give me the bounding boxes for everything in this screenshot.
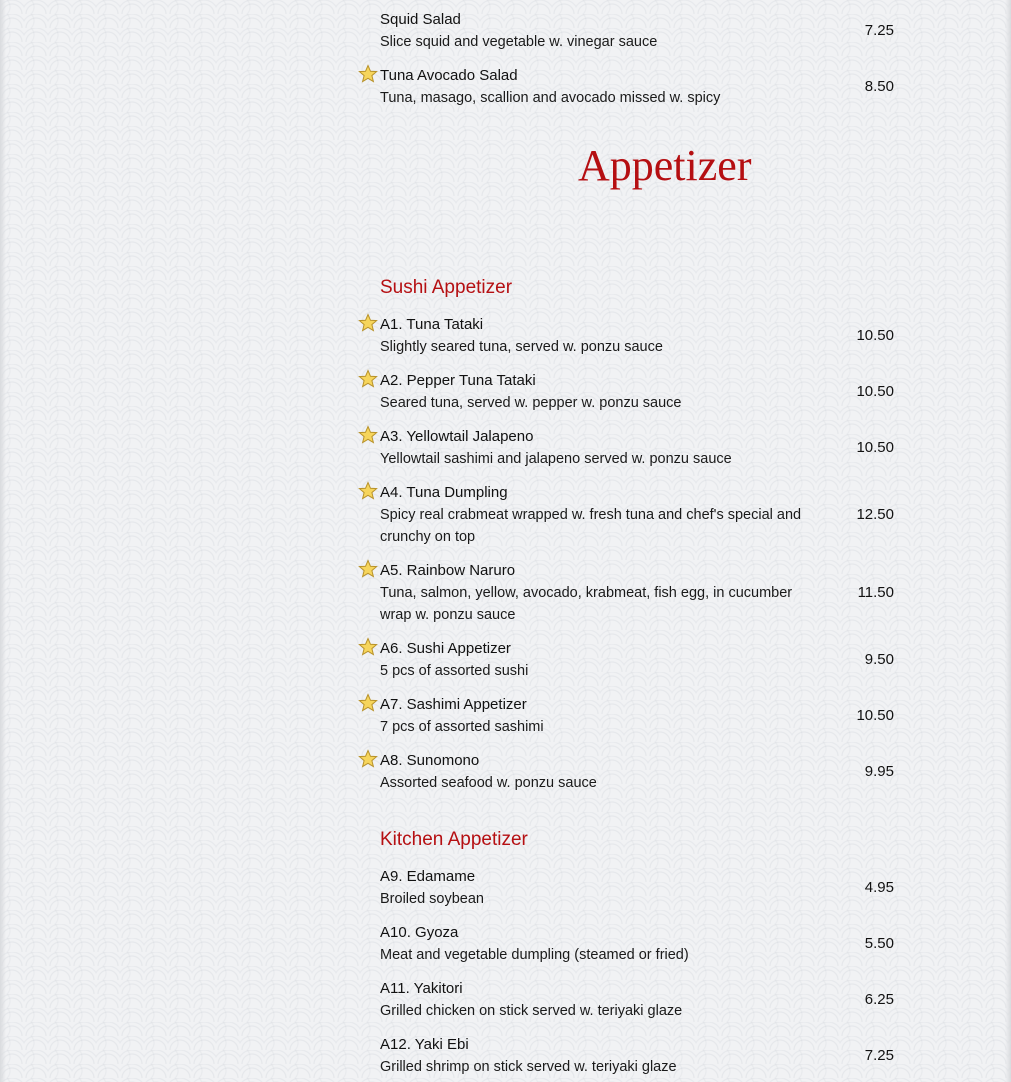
item-name: A9. Edamame xyxy=(380,868,476,885)
item-price: 11.50 xyxy=(857,584,894,601)
star-icon xyxy=(358,369,378,389)
section-title-kitchen-appetizer: Kitchen Appetizer xyxy=(380,829,528,850)
menu-item xyxy=(358,979,898,1035)
menu-item xyxy=(358,1035,898,1081)
menu-item xyxy=(358,561,898,639)
item-description: Broiled soybean xyxy=(380,891,484,907)
menu-item-squid-salad xyxy=(358,10,898,66)
item-name: Tuna Avocado Salad xyxy=(380,67,518,84)
page-heading: Appetizer xyxy=(578,141,752,190)
star-icon xyxy=(358,313,378,333)
item-name: A7. Sashimi Appetizer xyxy=(380,696,527,713)
item-price: 8.50 xyxy=(864,78,894,95)
item-name: A11. Yakitori xyxy=(380,980,463,997)
item-description: Tuna, masago, scallion and avocado missed w. spicy xyxy=(380,90,721,106)
star-icon xyxy=(358,425,378,445)
item-name: A12. Yaki Ebi xyxy=(380,1036,469,1053)
item-description: Spicy real crabmeat wrapped w. fresh tuna and chef's special and crunchy on top xyxy=(380,507,802,545)
item-name: A1. Tuna Tataki xyxy=(380,316,484,333)
item-name: A6. Sushi Appetizer xyxy=(380,640,511,657)
item-price: 7.25 xyxy=(864,1047,894,1064)
menu-item xyxy=(358,867,898,923)
item-price: 10.50 xyxy=(856,327,894,344)
star-icon xyxy=(358,64,378,84)
item-description: Assorted seafood w. ponzu sauce xyxy=(380,775,597,791)
item-price: 9.95 xyxy=(864,763,894,780)
item-description: Grilled chicken on stick served w. teriyaki glaze xyxy=(380,1003,683,1019)
item-price: 10.50 xyxy=(856,383,894,400)
star-icon xyxy=(358,481,378,501)
item-price: 7.25 xyxy=(864,22,894,39)
menu-item xyxy=(358,751,898,807)
item-name: A8. Sunomono xyxy=(380,752,480,769)
item-name: A4. Tuna Dumpling xyxy=(380,484,508,501)
item-name: A5. Rainbow Naruro xyxy=(380,562,516,579)
section-title-sushi-appetizer: Sushi Appetizer xyxy=(380,277,513,298)
item-description: Slightly seared tuna, served w. ponzu sauce xyxy=(380,339,663,355)
menu-item xyxy=(358,639,898,695)
item-price: 6.25 xyxy=(864,991,894,1008)
menu-item xyxy=(358,695,898,751)
star-icon xyxy=(358,749,378,769)
item-description: Grilled shrimp on stick served w. teriyaki glaze xyxy=(380,1059,677,1075)
item-name: A10. Gyoza xyxy=(380,924,459,941)
item-description: Tuna, salmon, yellow, avocado, krabmeat, fish egg, in cucumber wrap w. ponzu sauce xyxy=(380,585,793,623)
item-description: Yellowtail sashimi and jalapeno served w. ponzu sauce xyxy=(380,451,732,467)
star-icon xyxy=(358,693,378,713)
item-description: Meat and vegetable dumpling (steamed or fried) xyxy=(380,947,689,963)
menu-item xyxy=(358,427,898,483)
star-icon xyxy=(358,637,378,657)
item-price: 4.95 xyxy=(864,879,894,896)
menu-item xyxy=(358,923,898,979)
item-name: A2. Pepper Tuna Tataki xyxy=(380,372,536,389)
item-description: Seared tuna, served w. pepper w. ponzu sauce xyxy=(380,395,682,411)
menu-item xyxy=(358,483,898,561)
menu-item-tuna-avocado-salad xyxy=(358,66,898,122)
item-description: Slice squid and vegetable w. vinegar sauce xyxy=(380,34,658,50)
item-name: A3. Yellowtail Jalapeno xyxy=(380,428,534,445)
menu-item xyxy=(358,371,898,427)
item-price: 9.50 xyxy=(864,651,894,668)
item-price: 12.50 xyxy=(856,506,894,523)
item-price: 5.50 xyxy=(864,935,894,952)
page-edge-left xyxy=(0,0,6,1082)
item-description: 7 pcs of assorted sashimi xyxy=(380,719,544,735)
item-description: 5 pcs of assorted sushi xyxy=(380,663,529,679)
page-edge-right xyxy=(1005,0,1011,1082)
item-price: 10.50 xyxy=(856,707,894,724)
star-icon xyxy=(358,559,378,579)
item-name: Squid Salad xyxy=(380,11,461,28)
item-price: 10.50 xyxy=(856,439,894,456)
menu-item xyxy=(358,315,898,371)
